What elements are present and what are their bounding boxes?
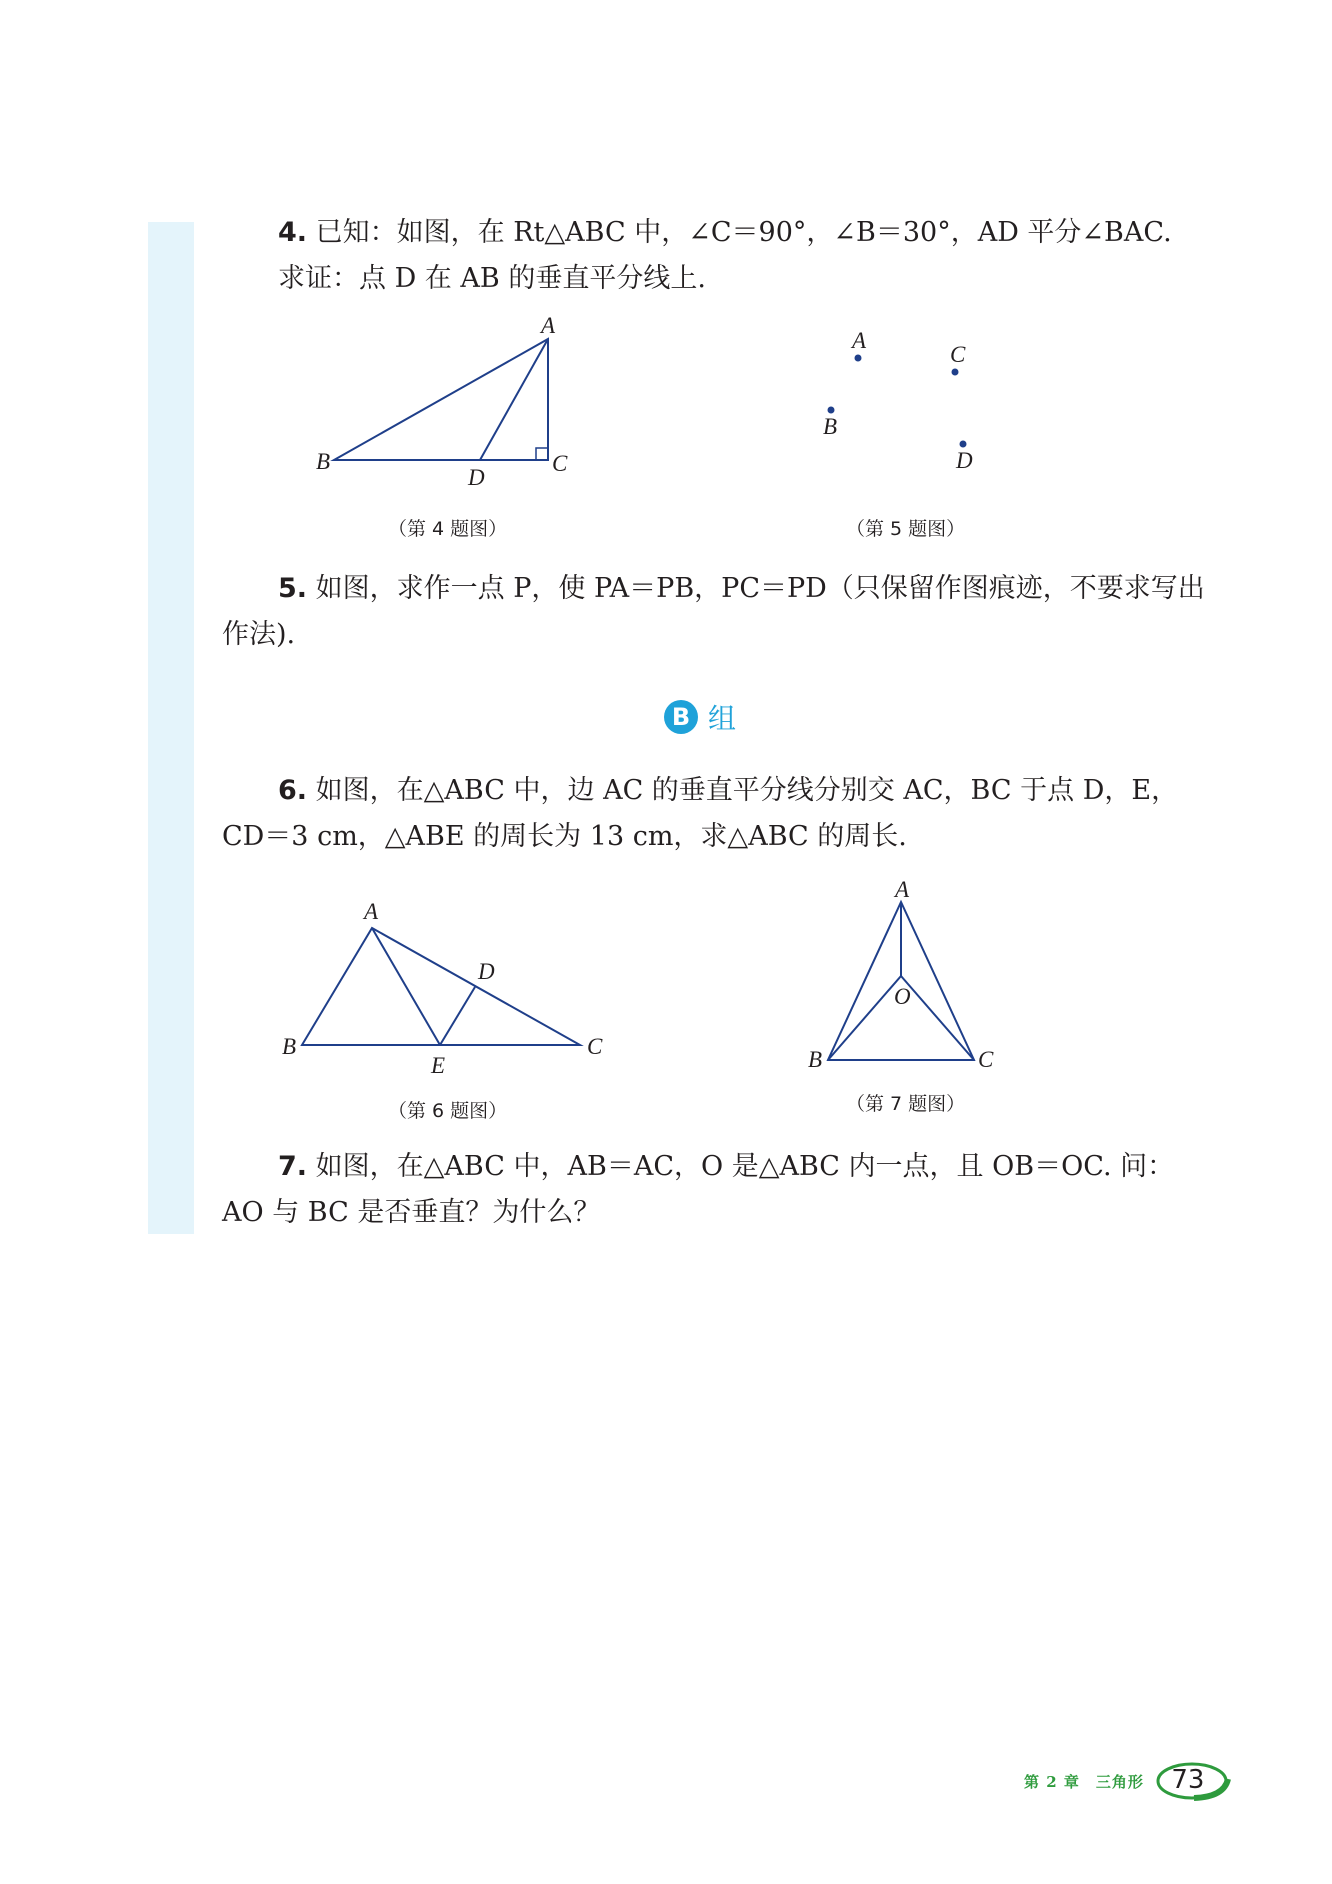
fig7-segment-bo — [828, 976, 901, 1060]
problem-6-line-2: CD＝3 cm，△ABE 的周长为 13 cm，求△ABC 的周长. — [222, 821, 907, 852]
group-b-badge: B — [664, 700, 698, 734]
fig6-label-a: A — [364, 899, 379, 924]
problem-7-line-2: AO 与 BC 是否垂直？为什么？ — [222, 1197, 601, 1228]
fig5-point-d — [960, 441, 967, 448]
fig5-label-c: C — [950, 342, 966, 367]
fig6-label-c: C — [587, 1034, 603, 1059]
figure-7 — [800, 870, 1010, 1070]
page-footer — [1024, 1761, 1232, 1801]
group-b-heading — [664, 698, 736, 736]
fig4-triangle — [334, 339, 548, 460]
figure-5-caption: （第 5 题图） — [846, 518, 966, 540]
fig6-label-d: D — [478, 959, 495, 984]
figure-5 — [800, 320, 1000, 480]
problem-4-line-2: 求证：点 D 在 AB 的垂直平分线上. — [278, 263, 706, 294]
fig6-label-b: B — [282, 1034, 297, 1059]
fig7-label-b: B — [808, 1047, 823, 1072]
problem-7-number: 7. — [278, 1151, 308, 1182]
problem-5-line-1 — [278, 566, 1205, 612]
fig7-segment-co — [901, 976, 974, 1060]
figure-6-caption: （第 6 题图） — [388, 1100, 508, 1122]
page-number-badge — [1154, 1761, 1232, 1801]
fig5-point-b — [828, 407, 835, 414]
figure-4-caption: （第 4 题图） — [388, 518, 508, 540]
problem-4-line-1 — [278, 210, 1172, 256]
fig5-point-a — [855, 355, 862, 362]
fig5-label-b: B — [823, 414, 838, 439]
fig4-label-b: B — [316, 449, 331, 474]
fig4-right-angle-mark — [536, 448, 548, 460]
fig4-label-d: D — [468, 465, 485, 490]
fig6-segment-ed — [440, 987, 475, 1045]
fig5-label-a: A — [852, 328, 867, 353]
problem-6-number: 6. — [278, 775, 308, 806]
figure-4 — [300, 315, 580, 490]
fig7-label-c: C — [978, 1047, 994, 1072]
problem-4-number: 4. — [278, 217, 308, 248]
group-b-label: 组 — [708, 702, 737, 735]
fig5-point-c — [952, 369, 959, 376]
fig4-label-c: C — [552, 451, 568, 476]
fig6-triangle — [302, 928, 580, 1045]
fig6-segment-ae — [372, 928, 440, 1045]
fig5-label-d: D — [956, 448, 973, 473]
fig7-label-o: O — [894, 984, 911, 1009]
fig4-label-a: A — [541, 313, 556, 338]
page-number: 73 — [1171, 1765, 1205, 1795]
problem-4-text: 已知：如图，在 Rt△ABC 中，∠C＝90°，∠B＝30°，AD 平分∠BAC. — [315, 217, 1172, 248]
problem-6-text: 如图，在△ABC 中，边 AC 的垂直平分线分别交 AC，BC 于点 D，E， — [315, 775, 1179, 806]
problem-5-text: 如图，求作一点 P，使 PA＝PB，PC＝PD（只保留作图痕迹，不要求写出 — [315, 573, 1205, 604]
problem-7-line-1 — [278, 1144, 1174, 1190]
footer-chapter-title: 第 2 章 三角形 — [1024, 1772, 1144, 1791]
problem-7-text: 如图，在△ABC 中，AB＝AC，O 是△ABC 内一点，且 OB＝OC. 问： — [315, 1151, 1175, 1182]
figure-6 — [270, 895, 610, 1080]
problem-5-line-2: 作法). — [222, 619, 296, 650]
problem-5-number: 5. — [278, 573, 308, 604]
margin-sidebar — [148, 222, 194, 1234]
figure-7-caption: （第 7 题图） — [846, 1093, 966, 1115]
fig7-label-a: A — [895, 877, 910, 902]
fig6-label-e: E — [431, 1053, 446, 1078]
problem-6-line-1 — [278, 768, 1178, 814]
